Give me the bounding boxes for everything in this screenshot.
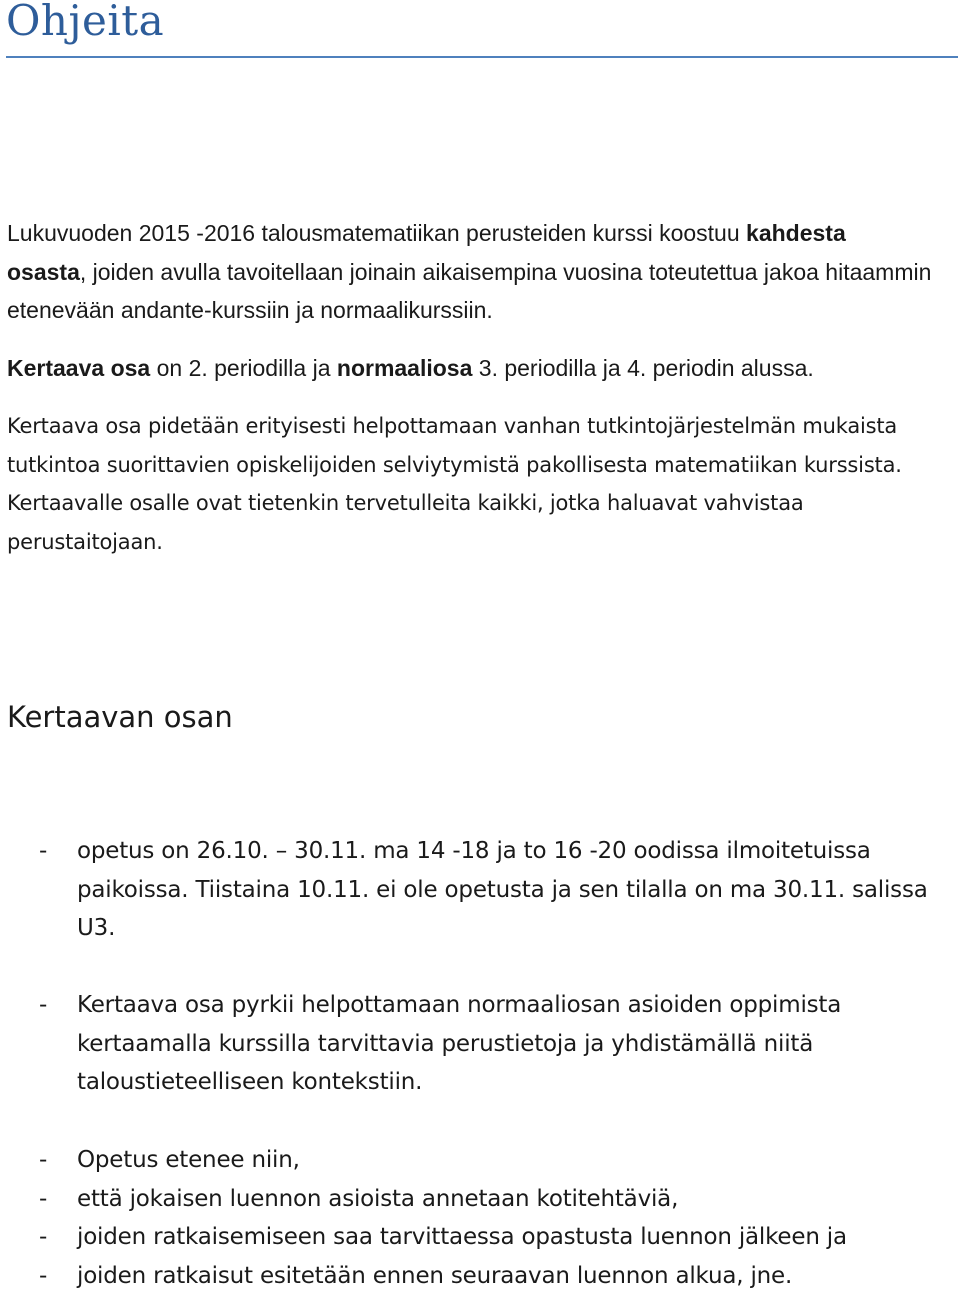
periods-paragraph — [7, 349, 957, 388]
intro-bold-2: osasta — [7, 258, 80, 285]
list-item — [7, 1257, 957, 1296]
section-heading: Kertaavan osan — [7, 700, 233, 734]
list-item — [7, 1141, 957, 1180]
list-item-text: joiden ratkaisut esitetään ennen seuraavan luennon alkua, jne. — [77, 1263, 793, 1289]
intro-bold-1: kahdesta — [746, 220, 846, 246]
list-item-text: että jokaisen luennon asioista annetaan kotitehtäviä, — [77, 1186, 679, 1212]
periods-text-1: on 2. periodilla ja — [150, 355, 337, 381]
periods-bold-1: Kertaava osa — [7, 355, 151, 381]
title-underline — [6, 56, 958, 58]
description-paragraph: Kertaava osa pidetään erityisesti helpottamaan vanhan tutkintojärjestelmän mukaista tutkintoa suorittavien opiskelijoiden selviytymistä pakollisesta matematiikan kurssista. Kertaavalle osalle ovat tietenkin tervetulleita kaikki, jotka haluavat vahvistaa perustaitojaan. — [7, 414, 902, 554]
list-item — [7, 1180, 957, 1219]
list-item — [7, 832, 952, 948]
list-item — [7, 986, 887, 1102]
periods-text-2: 3. periodilla ja 4. periodin alussa. — [472, 355, 814, 381]
bullet-dash: - — [39, 1147, 48, 1173]
intro-text-1: Lukuvuoden 2015 -2016 talousmatematiikan perusteiden kurssi koostuu — [7, 220, 747, 246]
list-item-text: opetus on 26.10. – 30.11. ma 14 -18 ja to 16 -20 oodissa ilmoitetuissa paikoissa. Tiistaina 10.11. ei ole opetusta ja sen tilalla on ma 30.11. salissa U3. — [77, 838, 928, 941]
page-title: Ohjeita — [6, 0, 165, 45]
periods-bold-2: normaaliosa — [336, 355, 473, 381]
bullet-dash: - — [39, 1263, 48, 1289]
list-item-text: Kertaava osa pyrkii helpottamaan normaaliosan asioiden oppimista kertaamalla kurssilla tarvittavia perustietoja ja yhdistämällä niitä taloustieteelliseen kontekstiin. — [77, 992, 842, 1095]
bullet-dash: - — [39, 992, 48, 1018]
list-item — [7, 1218, 957, 1257]
list-item-text: Opetus etenee niin, — [77, 1147, 300, 1173]
bullet-dash: - — [39, 1186, 48, 1212]
bullet-dash: - — [39, 838, 48, 864]
list-item-text: joiden ratkaisemiseen saa tarvittaessa opastusta luennon jälkeen ja — [77, 1224, 847, 1250]
intro-paragraph — [7, 214, 957, 330]
bullet-dash: - — [39, 1224, 48, 1250]
intro-text-2: , joiden avulla tavoitellaan joinain aikaisempina vuosina toteutettua jakoa hitaammin etenevään andante-kurssiin ja normaalikurssiin. — [7, 258, 932, 323]
